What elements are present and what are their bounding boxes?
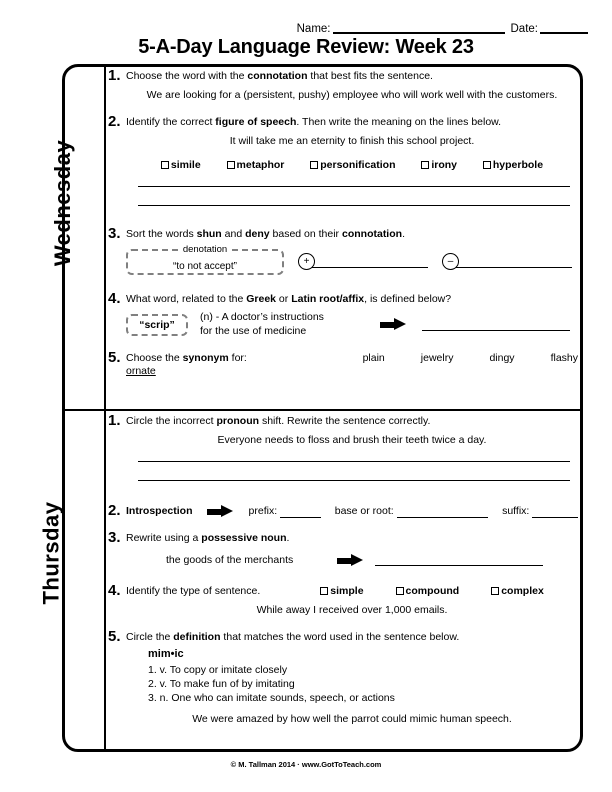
worksheet-header xyxy=(0,0,612,58)
prompt-part-a: Choose the xyxy=(126,352,183,365)
question-number: 1. xyxy=(108,412,121,429)
wednesday-questions xyxy=(108,67,578,382)
root-definition xyxy=(200,311,324,338)
name-date-line xyxy=(297,20,588,36)
denotation-legend: denotation xyxy=(179,244,231,256)
question-number: 2. xyxy=(108,502,121,520)
choice-complex[interactable] xyxy=(491,585,544,598)
question-prompt xyxy=(126,352,267,378)
question-number: 3. xyxy=(108,529,121,547)
possessive-phrase: the goods of the merchants xyxy=(166,553,294,566)
choice-label: compound xyxy=(405,584,460,597)
negative-connotation-icon: – xyxy=(442,253,459,270)
footer-credit: © M. Tallman 2014 · www.GotToTeach.com xyxy=(230,760,382,769)
question-sentence: We were amazed by how well the parrot could mimic human speech. xyxy=(192,713,512,726)
possessive-answer-line[interactable] xyxy=(375,554,543,566)
choice-label: hyperbole xyxy=(492,158,544,171)
question-sentence: It will take me an eternity to finish this school project. xyxy=(229,135,475,148)
question-sentence: While away I received over 1,000 emails. xyxy=(256,603,448,616)
prompt-part-a: Sort the words xyxy=(126,227,197,240)
affix-row xyxy=(126,505,578,518)
definition-2[interactable]: 2. v. To make fun of by imitating xyxy=(148,677,295,690)
root-word-box: “scrip” xyxy=(126,314,188,336)
checkbox-icon[interactable] xyxy=(227,161,235,169)
choice-metaphor[interactable] xyxy=(227,159,285,172)
prompt-part-c: . xyxy=(402,227,405,240)
prompt-part-a: Rewrite using a xyxy=(126,532,202,545)
denotation-box xyxy=(126,243,284,275)
denotation-text: “to not accept” xyxy=(173,260,237,272)
wednesday-question-1 xyxy=(108,67,578,102)
question-prompt xyxy=(126,228,405,240)
question-number: 1. xyxy=(108,67,121,84)
thursday-question-2 xyxy=(108,502,578,520)
prompt-part-b: that best fits the sentence. xyxy=(307,70,433,82)
arrow-right-icon xyxy=(380,319,408,330)
thursday-question-4 xyxy=(108,581,578,617)
synonym-target-word: ornate xyxy=(126,365,156,378)
question-prompt xyxy=(126,631,459,643)
sort-word-1: shun xyxy=(196,227,222,240)
prompt-part-b: for: xyxy=(228,352,247,365)
synonym-option-flashy[interactable]: flashy xyxy=(550,352,578,365)
question-number: 3. xyxy=(108,224,121,242)
question-prompt xyxy=(126,293,451,305)
negative-answer-line[interactable] xyxy=(456,256,572,268)
prompt-keyword: synonym xyxy=(182,352,229,365)
prompt-keyword: figure of speech xyxy=(215,116,297,129)
wednesday-question-2 xyxy=(108,113,578,205)
choice-label: simile xyxy=(170,158,201,171)
prompt-part-a: Identify the correct xyxy=(126,116,216,129)
possessive-row xyxy=(126,554,578,567)
positive-answer-line[interactable] xyxy=(312,256,428,268)
page-title: 5-A-Day Language Review: Week 23 xyxy=(138,36,474,58)
affix-target-word: Introspection xyxy=(126,505,193,518)
prompt-keyword-greek: Greek xyxy=(246,292,277,305)
question-number: 4. xyxy=(108,581,121,599)
prompt-part-a: What word, related to the xyxy=(126,292,247,305)
date-label: Date: xyxy=(510,23,538,35)
prefix-input-line[interactable] xyxy=(280,506,321,518)
answer-line-2[interactable] xyxy=(138,205,570,206)
checkbox-icon[interactable] xyxy=(483,161,491,169)
synonym-option-dingy[interactable]: dingy xyxy=(489,352,515,365)
synonym-options xyxy=(363,352,578,365)
answer-line-1[interactable] xyxy=(138,186,570,187)
question-prompt xyxy=(126,532,289,544)
name-input-line[interactable] xyxy=(333,20,505,34)
question-sentence: We are looking for a (persistent, pushy) employee who will work well with the customers. xyxy=(146,89,558,102)
figure-of-speech-choices xyxy=(148,159,556,172)
prompt-part-b: based on their xyxy=(269,227,342,240)
prompt-conjunction: or xyxy=(276,292,292,305)
prompt-part-b: that matches the word used in the sentence below. xyxy=(220,630,460,643)
prompt-keyword-latin: Latin root/affix xyxy=(291,292,365,305)
choice-label: metaphor xyxy=(236,158,285,171)
synonym-option-jewelry[interactable]: jewelry xyxy=(420,352,454,365)
day-label-wednesday-text: Wednesday xyxy=(50,139,76,267)
checkbox-icon[interactable] xyxy=(320,587,328,595)
choice-personification[interactable] xyxy=(310,159,395,172)
suffix-label: suffix: xyxy=(502,505,530,518)
synonym-row xyxy=(126,352,578,378)
wednesday-question-4 xyxy=(108,289,578,338)
date-input-line[interactable] xyxy=(540,20,588,34)
checkbox-icon[interactable] xyxy=(310,161,318,169)
wednesday-question-5 xyxy=(108,349,578,378)
synonym-option-plain[interactable]: plain xyxy=(362,352,385,365)
prompt-keyword: possessive noun xyxy=(201,532,287,545)
prefix-label: prefix: xyxy=(248,505,278,518)
dictionary-entry-word: mim•ic xyxy=(148,648,184,660)
sentence-type-row xyxy=(126,585,578,598)
prompt-part-b: shift. Rewrite the sentence correctly. xyxy=(259,415,431,427)
sort-row xyxy=(126,243,578,275)
choice-irony[interactable] xyxy=(421,159,457,172)
answer-line-1[interactable] xyxy=(138,461,570,462)
prompt-keyword: pronoun xyxy=(216,415,260,427)
prompt-part-a: Circle the xyxy=(126,630,174,643)
choice-simile[interactable] xyxy=(161,159,201,172)
prompt-keyword: connotation xyxy=(341,227,403,240)
definition-3[interactable]: 3. n. One who can imitate sounds, speech, or actions xyxy=(148,692,395,705)
prompt-part-a: Choose the word with the xyxy=(126,70,248,82)
definition-1[interactable]: 1. v. To copy or imitate closely xyxy=(148,663,288,676)
question-number: 4. xyxy=(108,289,121,307)
dictionary-definitions xyxy=(148,663,578,706)
question-number: 5. xyxy=(108,349,121,367)
root-definition-line-1: (n) - A doctor’s instructions xyxy=(200,310,324,323)
root-definition-line-2: for the use of medicine xyxy=(200,324,307,337)
choice-simple[interactable] xyxy=(320,585,363,598)
choice-hyperbole[interactable] xyxy=(483,159,543,172)
prompt-part-b: . xyxy=(286,532,290,545)
question-prompt: Identify the type of sentence. xyxy=(126,584,261,597)
thursday-questions xyxy=(108,412,578,730)
checkbox-icon[interactable] xyxy=(421,161,429,169)
day-label-thursday-text: Thursday xyxy=(38,501,64,605)
question-sentence: Everyone needs to floss and brush their teeth twice a day. xyxy=(217,434,487,447)
prompt-part-b: . Then write the meaning on the lines below. xyxy=(296,116,502,129)
question-number: 5. xyxy=(108,627,121,645)
sentence-type-choices xyxy=(320,585,544,598)
thursday-question-3 xyxy=(108,529,578,566)
checkbox-icon[interactable] xyxy=(491,587,499,595)
choice-label: irony xyxy=(431,158,458,171)
day-label-thursday xyxy=(0,501,64,605)
question-prompt xyxy=(126,70,433,82)
choice-compound[interactable] xyxy=(396,585,460,598)
answer-line-2[interactable] xyxy=(138,480,570,481)
day-section-divider xyxy=(62,409,583,411)
positive-connotation-icon: + xyxy=(298,253,315,270)
thursday-question-1 xyxy=(108,412,578,481)
question-prompt xyxy=(126,415,430,427)
question-prompt xyxy=(126,116,501,128)
checkbox-icon[interactable] xyxy=(396,587,404,595)
name-label: Name: xyxy=(296,23,331,35)
prompt-part-b: , is defined below? xyxy=(364,292,452,305)
prompt-part-a: Circle the incorrect xyxy=(126,415,217,427)
choice-label: complex xyxy=(501,584,544,597)
checkbox-icon[interactable] xyxy=(161,161,169,169)
choice-label: simple xyxy=(330,584,364,597)
sort-word-2: deny xyxy=(245,227,270,240)
day-label-wednesday xyxy=(0,139,76,267)
prompt-keyword: connotation xyxy=(247,70,308,82)
prompt-conjunction: and xyxy=(221,227,246,240)
root-input-line[interactable] xyxy=(397,506,488,518)
question-number: 2. xyxy=(108,113,121,131)
suffix-input-line[interactable] xyxy=(532,506,578,518)
thursday-question-5 xyxy=(108,627,578,727)
root-label: base or root: xyxy=(334,505,394,518)
root-answer-line[interactable] xyxy=(422,318,570,331)
choice-label: personification xyxy=(320,158,396,171)
wednesday-question-3 xyxy=(108,224,578,275)
arrow-right-icon xyxy=(207,506,235,517)
arrow-right-icon xyxy=(337,555,365,566)
prompt-keyword: definition xyxy=(173,630,221,643)
root-definition-row xyxy=(126,311,578,338)
